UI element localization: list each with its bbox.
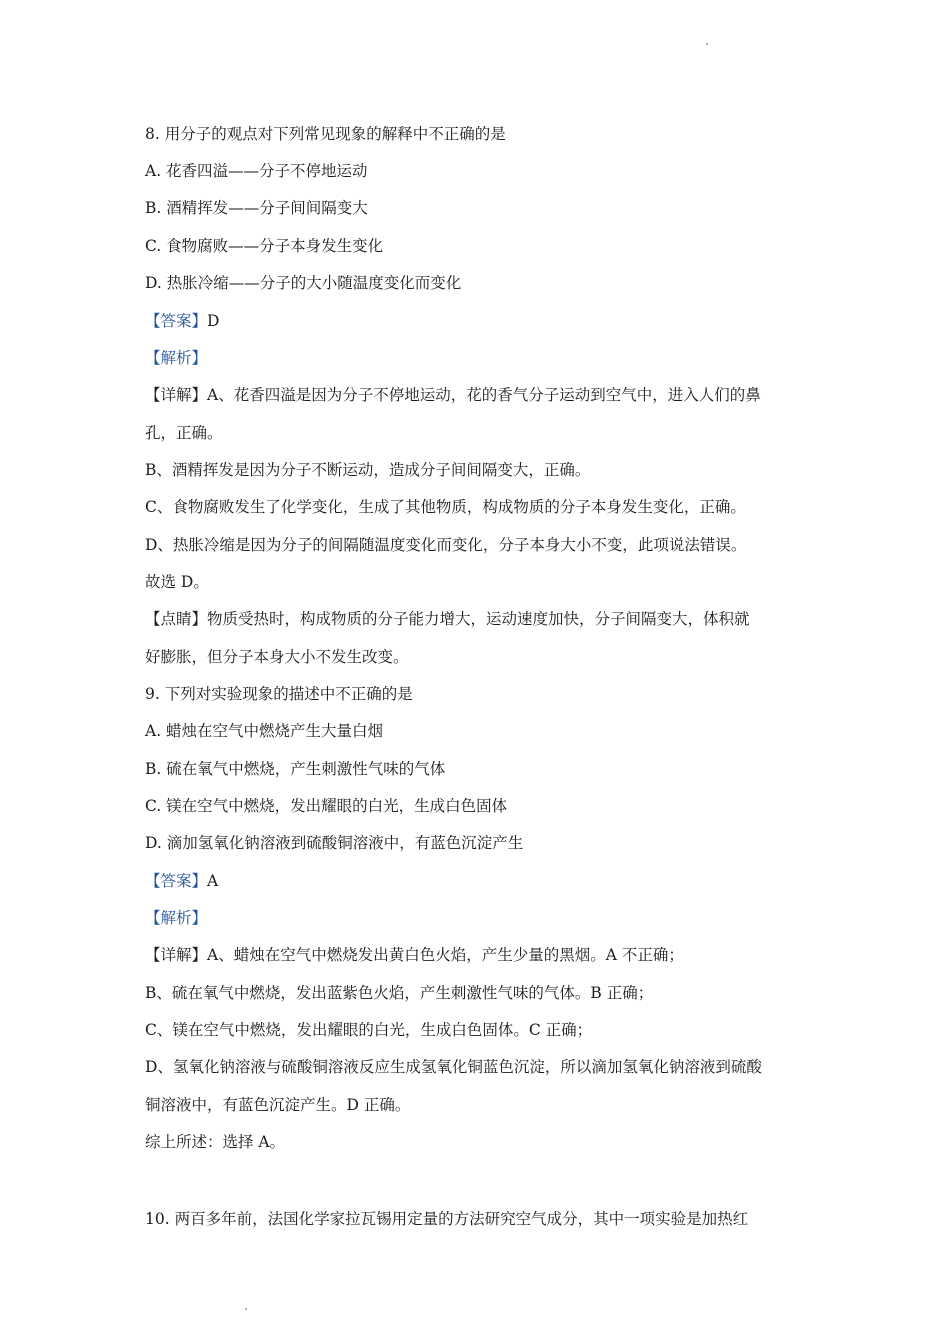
q8-option-c: C. 食物腐败——分子本身发生变化 [145, 237, 384, 255]
q8-detail-line-5: D、热胀冷缩是因为分子的间隔随温度变化而变化，分子本身大小不变，此项说法错误。 [145, 536, 747, 554]
detail-tag: 【详解】 [145, 386, 208, 404]
answer-value: D [207, 312, 220, 330]
q8-answer [145, 310, 815, 332]
detail-text: A、花香四溢是因为分子不停地运动，花的香气分子运动到空气中，进入人们的鼻 [207, 386, 761, 404]
q9-detail-line-2: B、硫在氧气中燃烧，发出蓝紫色火焰，产生刺激性气味的气体。B 正确； [145, 984, 654, 1002]
q10-stem: 10. 两百多年前，法国化学家拉瓦锡用定量的方法研究空气成分，其中一项实验是加热红 [145, 1210, 749, 1228]
q9-detail-line-6: 综上所述：选择 A。 [145, 1133, 286, 1151]
scan-speck [706, 43, 708, 45]
answer-tag: 【答案】 [145, 872, 208, 890]
q8-point-line-2: 好膨胀，但分子本身大小不发生改变。 [145, 648, 409, 666]
q9-analysis [145, 907, 815, 929]
q9-option-b: B. 硫在氧气中燃烧，产生刺激性气味的气体 [145, 760, 446, 778]
q8-analysis [145, 347, 815, 369]
q8-detail-line-1 [145, 384, 815, 406]
q8-option-b: B. 酒精挥发——分子间间隔变大 [145, 199, 368, 217]
point-tag: 【点睛】 [145, 610, 208, 628]
analysis-tag: 【解析】 [145, 349, 208, 367]
q8-point-line-1 [145, 608, 815, 630]
answer-tag: 【答案】 [145, 312, 208, 330]
q9-option-a: A. 蜡烛在空气中燃烧产生大量白烟 [145, 722, 384, 740]
q8-detail-line-3: B、酒精挥发是因为分子不断运动，造成分子间间隔变大，正确。 [145, 461, 591, 479]
q8-stem: 8. 用分子的观点对下列常见现象的解释中不正确的是 [145, 125, 506, 143]
point-text: 物质受热时，构成物质的分子能力增大，运动速度加快，分子间隔变大，体积就 [207, 610, 750, 628]
q9-detail-line-3: C、镁在空气中燃烧，发出耀眼的白光，生成白色固体。C 正确； [145, 1021, 593, 1039]
q9-detail-line-1 [145, 944, 815, 966]
q8-detail-line-4: C、食物腐败发生了化学变化，生成了其他物质，构成物质的分子本身发生变化，正确。 [145, 498, 746, 516]
q9-stem: 9. 下列对实验现象的描述中不正确的是 [145, 685, 413, 703]
q9-option-c: C. 镁在空气中燃烧，发出耀眼的白光，生成白色固体 [145, 797, 508, 815]
q8-option-a: A. 花香四溢——分子不停地运动 [145, 162, 368, 180]
q8-detail-line-6: 故选 D。 [145, 573, 209, 591]
q8-detail-line-2: 孔，正确。 [145, 424, 223, 442]
q8-option-d: D. 热胀冷缩——分子的大小随温度变化而变化 [145, 274, 462, 292]
answer-value: A [207, 872, 219, 890]
detail-tag: 【详解】 [145, 946, 208, 964]
detail-text: A、蜡烛在空气中燃烧发出黄白色火焰，产生少量的黑烟。A 不正确； [207, 946, 684, 964]
q9-answer [145, 870, 815, 892]
scan-speck [245, 1308, 247, 1310]
q9-option-d: D. 滴加氢氧化钠溶液到硫酸铜溶液中，有蓝色沉淀产生 [145, 834, 524, 852]
q9-detail-line-4: D、氢氧化钠溶液与硫酸铜溶液反应生成氢氧化铜蓝色沉淀，所以滴加氢氧化钠溶液到硫酸 [145, 1058, 762, 1076]
analysis-tag: 【解析】 [145, 909, 208, 927]
q9-detail-line-5: 铜溶液中，有蓝色沉淀产生。D 正确。 [145, 1096, 411, 1114]
